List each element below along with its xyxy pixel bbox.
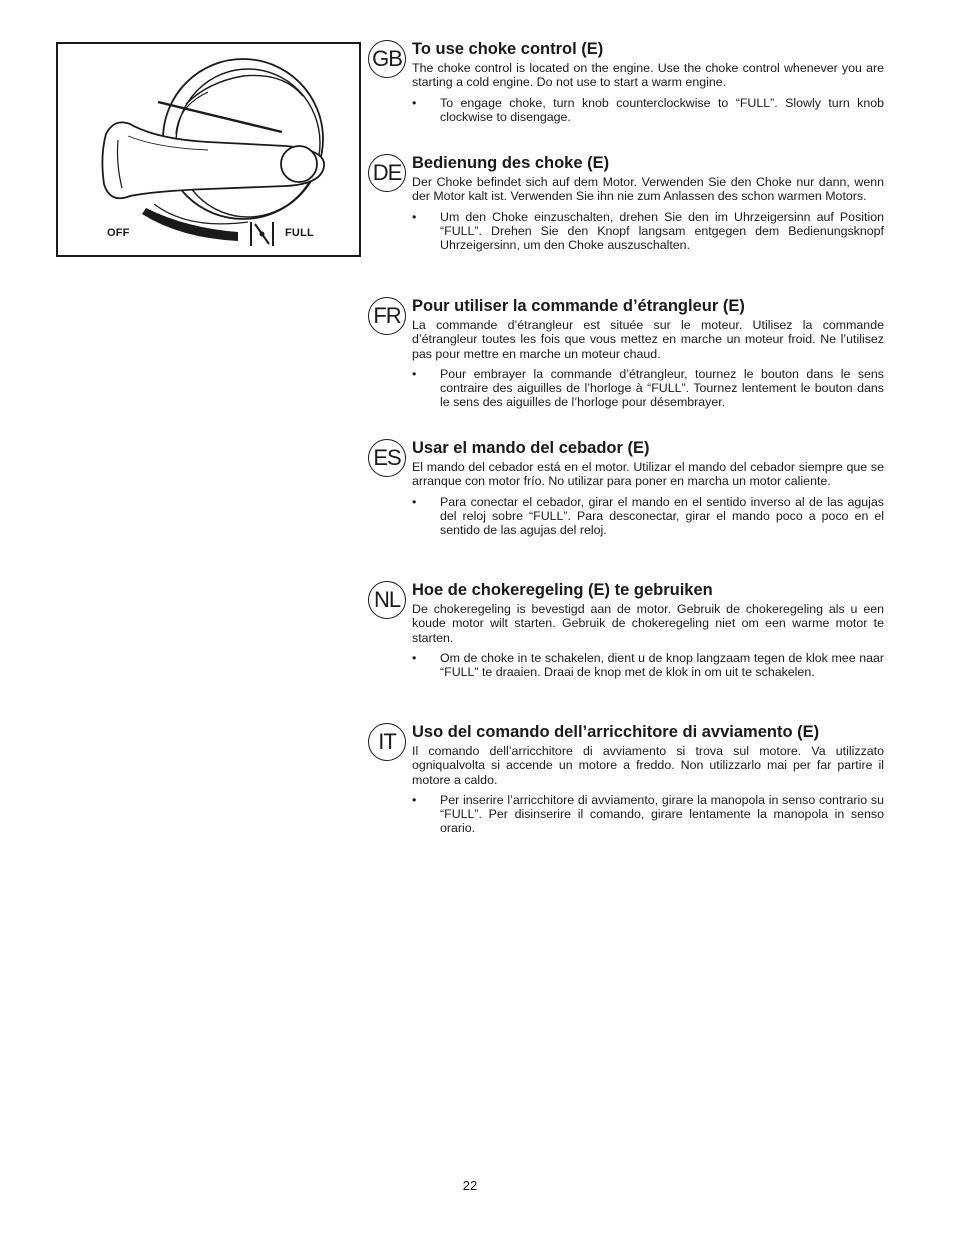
section-paragraph: El mando del cebador está en el motor. Utilizar el mando del cebador siempre que se arranque con motor frío. No utilizar para poner en marcha un motor caliente. — [412, 460, 884, 489]
section-content — [412, 40, 884, 124]
section-gb — [368, 40, 888, 124]
section-content — [412, 723, 884, 836]
section-heading: Bedienung des choke (E) — [412, 154, 610, 172]
bullet-text: To engage choke, turn knob counterclockwise to “FULL”. Slowly turn knob clockwise to disengage. — [440, 95, 884, 124]
bullet-item — [412, 793, 884, 836]
section-paragraph: La commande d’étrangleur est située sur le moteur. Utilisez la commande d’étrangleur toutes les fois que vous mettez en marche un moteur froid. Ne l’utilisez pas pour mettre en marche un moteur chaud. — [412, 318, 884, 361]
section-content — [412, 154, 884, 252]
bullet-dot: • — [412, 366, 417, 381]
section-content — [412, 581, 884, 679]
bullet-dot: • — [412, 209, 417, 224]
section-de — [368, 154, 888, 252]
section-nl — [368, 581, 888, 679]
section-paragraph: The choke control is located on the engine. Use the choke control whenever you are starting a cold engine. Do not use to start a warm engine. — [412, 61, 884, 90]
section-heading: Pour utiliser la commande d’étrangleur (E) — [412, 297, 745, 315]
language-badge: ES — [368, 439, 406, 477]
bullet-item — [412, 651, 884, 680]
section-es — [368, 439, 888, 537]
page-number: 22 — [462, 1178, 478, 1193]
language-badge: DE — [368, 154, 406, 192]
bullet-dot: • — [412, 494, 417, 509]
section-paragraph: Il comando dell’arricchitore di avviamento si trova sul motore. Va utilizzato ogniqualvolta si accende un motore a freddo. Non utilizzarlo mai per far partire il motore a caldo. — [412, 744, 884, 787]
bullet-text: Pour embrayer la commande d’étrangleur, tournez le bouton dans le sens contraire des aiguilles de l’horloge à “FULL”. Tournez lentement le bouton dans le sens des aiguilles de l’horloge pour désembrayer. — [440, 366, 884, 410]
section-heading: To use choke control (E) — [412, 40, 604, 58]
section-fr — [368, 297, 888, 410]
section-paragraph: De chokeregeling is bevestigd aan de motor. Gebruik de chokeregeling als u een koude motor wilt starten. Gebruik de chokeregeling niet om een warme motor te starten. — [412, 602, 884, 645]
section-heading: Usar el mando del cebador (E) — [412, 439, 650, 457]
bullet-text: Um den Choke einzuschalten, drehen Sie den im Uhrzeigersinn auf Position “FULL”. Drehen Sie den Knopf langsam entgegen dem Bedienungsknopf Uhrzeigersinn, um den Choke auszuschalten. — [440, 209, 884, 253]
section-paragraph: Der Choke befindet sich auf dem Motor. Verwenden Sie den Choke nur dann, wenn der Motor kalt ist. Verwenden Sie ihn nie zum Anlassen des schon warmen Motors. — [412, 175, 884, 204]
bullet-dot: • — [412, 95, 417, 110]
bullet-dot: • — [412, 792, 417, 807]
section-content — [412, 297, 884, 410]
choke-knob-icon — [58, 44, 359, 255]
section-heading: Uso del comando dell’arricchitore di avviamento (E) — [412, 723, 820, 741]
bullet-text: Para conectar el cebador, girar el mando en el sentido inverso al de las agujas del reloj sobre “FULL”. Para desconectar, girar el mando poco a poco en el sentido de las agujas del reloj. — [440, 494, 884, 538]
section-heading: Hoe de chokeregeling (E) te gebruiken — [412, 581, 713, 599]
language-badge: GB — [368, 40, 406, 78]
language-badge: IT — [368, 723, 406, 761]
language-badge: NL — [368, 581, 406, 619]
bullet-dot: • — [412, 650, 417, 665]
choke-figure — [56, 42, 361, 257]
language-badge: FR — [368, 297, 406, 335]
section-content — [412, 439, 884, 537]
bullet-item — [412, 495, 884, 538]
off-label: OFF — [107, 227, 130, 239]
bullet-text: Per inserire l’arricchitore di avviamento, girare la manopola in senso contrario su “FULL”. Per disinserire il comando, girare lentamente la manopola in senso orario. — [440, 792, 884, 836]
bullet-item — [412, 210, 884, 253]
bullet-item — [412, 96, 884, 125]
bullet-text: Om de choke in te schakelen, dient u de knop langzaam tegen de klok mee naar “FULL” te draaien. Draai de knop met de klok in om uit te schakelen. — [440, 650, 884, 680]
bullet-item — [412, 367, 884, 410]
choke-symbol-icon — [248, 220, 278, 248]
full-label: FULL — [285, 227, 314, 239]
section-it — [368, 723, 888, 836]
